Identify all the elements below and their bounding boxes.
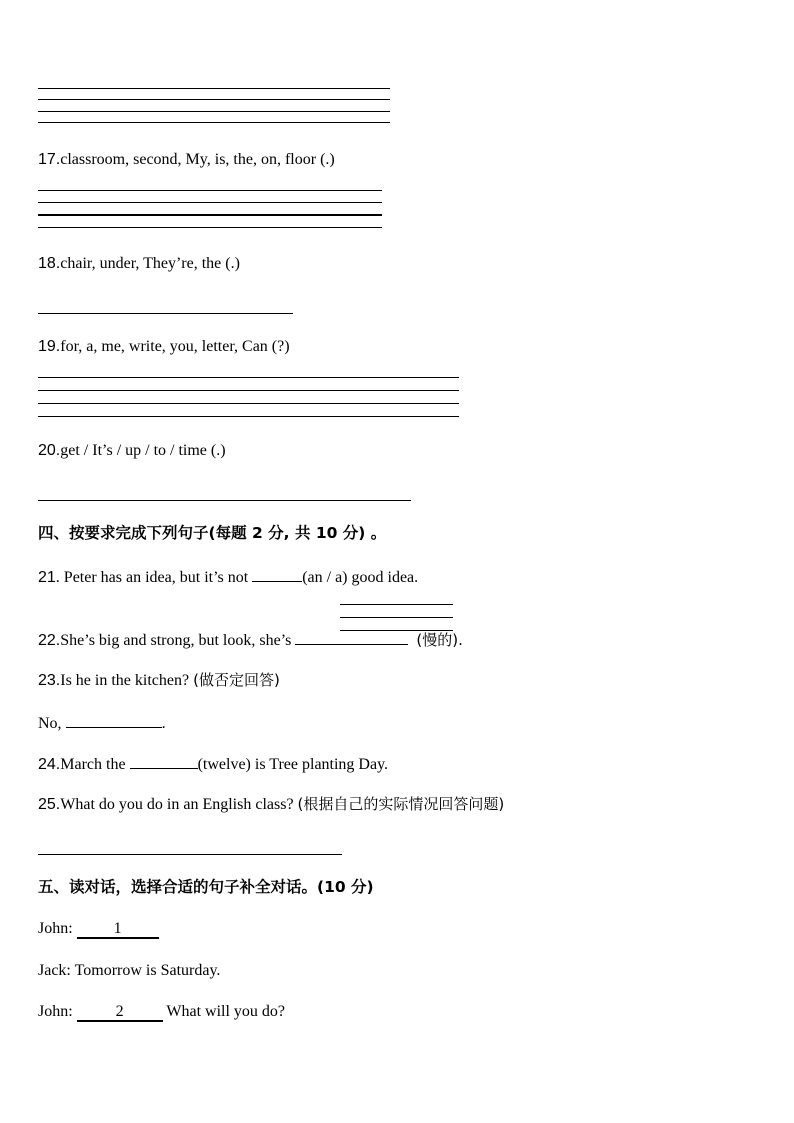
answer-line[interactable] (38, 854, 342, 855)
answer-line[interactable] (38, 377, 459, 378)
question-hint: (做否定回答) (193, 671, 280, 689)
question-text-after: (an / a) good idea. (302, 569, 419, 586)
question-hint: (根据自己的实际情况回答问题) (297, 795, 505, 813)
answer-prefix: No, (38, 715, 66, 732)
question-text: chair, under, They’re, the (.) (60, 255, 240, 272)
question-21 (38, 566, 418, 588)
fill-blank[interactable] (252, 566, 302, 582)
answer-line[interactable] (340, 604, 453, 605)
question-number: 21 (38, 569, 56, 586)
question-text: classroom, second, My, is, the, on, floor (.) (60, 151, 335, 168)
question-18 (38, 254, 240, 274)
dialog-line-2: Jack: Tomorrow is Saturday. (38, 962, 221, 979)
answer-line[interactable] (38, 500, 411, 501)
question-text-after: (twelve) is Tree planting Day. (197, 756, 389, 773)
question-number: 17. (38, 151, 61, 168)
question-number: 24. (38, 756, 61, 773)
question-number: 18. (38, 255, 61, 272)
question-25 (38, 794, 504, 815)
answer-line[interactable] (340, 617, 453, 618)
question-text: March the (60, 756, 130, 773)
dialog-blank-2[interactable]: 2 (77, 1004, 163, 1022)
answer-line[interactable] (38, 111, 390, 112)
answer-line[interactable] (38, 99, 390, 100)
fill-blank[interactable] (66, 712, 162, 728)
question-hint: (慢的). (416, 631, 463, 649)
question-22 (38, 629, 463, 651)
answer-line[interactable] (38, 88, 390, 89)
speaker-john: John: (38, 920, 77, 937)
answer-line[interactable] (38, 313, 293, 314)
question-20 (38, 441, 226, 461)
question-number: 23. (38, 672, 61, 689)
answer-line[interactable] (38, 214, 382, 216)
question-text: Is he in the kitchen? (60, 672, 194, 689)
question-number: 20. (38, 442, 61, 459)
dialog-blank-1[interactable]: 1 (77, 921, 159, 939)
question-text: for, a, me, write, you, letter, Can (?) (60, 338, 290, 355)
dialog-line-3-text: What will you do? (162, 1003, 286, 1020)
answer-line[interactable] (38, 122, 390, 123)
answer-line[interactable] (38, 202, 382, 203)
fill-blank[interactable] (295, 629, 408, 645)
question-number: 19. (38, 338, 61, 355)
question-19 (38, 337, 290, 357)
answer-line[interactable] (38, 190, 382, 191)
question-number: 25. (38, 796, 61, 813)
answer-line[interactable] (38, 403, 459, 404)
question-text: What do you do in an English class? (60, 796, 298, 813)
question-text: get / It’s / up / to / time (.) (60, 442, 226, 459)
question-24 (38, 753, 388, 775)
dialog-line-1 (38, 919, 159, 939)
answer-line[interactable] (38, 416, 459, 417)
question-text: . Peter has an idea, but it’s not (55, 569, 253, 586)
dialog-line-3 (38, 1002, 285, 1022)
section-5-title: 五、读对话，选择合适的句子补全对话。(10 分) (38, 878, 374, 896)
answer-suffix: . (161, 715, 166, 732)
speaker-john: John: (38, 1003, 77, 1020)
answer-line[interactable] (38, 390, 459, 391)
question-text: She’s big and strong, but look, she’s (60, 632, 296, 649)
fill-blank[interactable] (130, 753, 198, 769)
question-23 (38, 670, 280, 691)
question-17 (38, 150, 335, 170)
answer-line[interactable] (38, 227, 382, 228)
question-number: 22. (38, 632, 61, 649)
question-23-answer (38, 712, 166, 734)
section-4-title: 四、按要求完成下列句子(每题 2 分, 共 10 分) 。 (38, 524, 387, 542)
